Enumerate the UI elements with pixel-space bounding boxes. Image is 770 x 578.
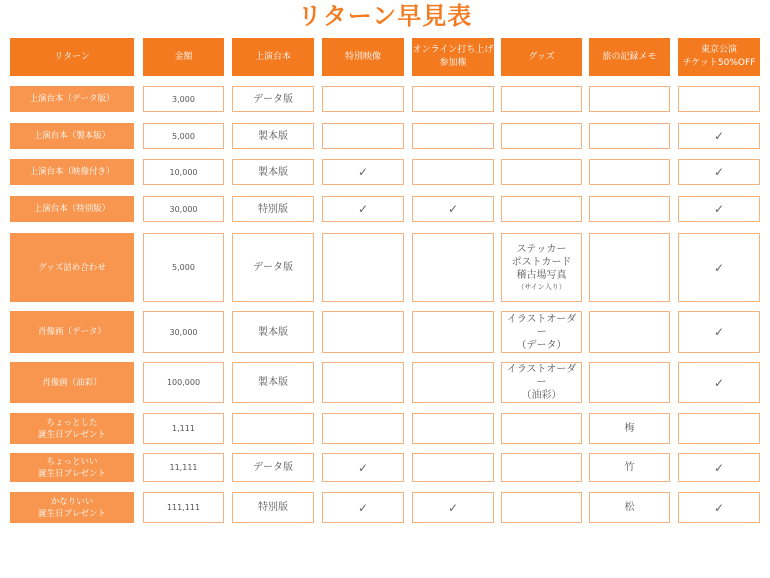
script-cell (232, 233, 314, 302)
amount-cell (143, 159, 224, 185)
header-text: グッズ (528, 51, 555, 62)
return-label (10, 196, 134, 222)
header-text-line: チケット50%OFF (682, 58, 756, 68)
header-text-line: 東京公演 (700, 45, 737, 55)
travel-memo-cell (589, 362, 670, 403)
script-type: 製本版 (258, 377, 288, 388)
goods-item: （油彩） (521, 390, 562, 401)
online-party-cell (412, 453, 494, 482)
script-type: データ版 (253, 262, 293, 273)
goods-item: イラストオーダー (506, 313, 577, 338)
header-text: 旅の記録メモ (602, 51, 657, 62)
check-mark: ✓ (713, 325, 725, 339)
check-mark: ✓ (357, 500, 369, 515)
header-text-line: オンライン打ち上げ (412, 45, 494, 55)
goods-item: ポストカード (511, 257, 572, 268)
online-party-cell (412, 123, 494, 149)
special-video-cell (322, 123, 404, 149)
online-party-cell (412, 159, 494, 185)
return-label (10, 123, 134, 149)
script-type: 特別版 (258, 203, 288, 215)
travel-memo-cell (589, 233, 670, 302)
amount-cell (143, 492, 224, 523)
tokyo-ticket-cell (678, 159, 760, 185)
return-label (10, 362, 134, 403)
amount-cell (143, 413, 224, 444)
return-label (10, 233, 134, 302)
special-video-cell (322, 159, 404, 185)
amount-value: 30,000 (169, 327, 198, 337)
special-video-cell (322, 196, 404, 222)
amount-cell (143, 86, 224, 112)
check-mark: ✓ (447, 500, 459, 515)
tokyo-ticket-cell (678, 196, 760, 222)
header-return (10, 38, 134, 76)
script-cell (232, 311, 314, 353)
header-script (232, 38, 314, 76)
header-text: リターン (54, 51, 90, 62)
special-video-cell (322, 492, 404, 523)
script-cell (232, 159, 314, 185)
header-special-video (322, 38, 404, 76)
return-label-line: 上演台本（データ版） (29, 94, 115, 104)
tokyo-ticket-cell (678, 413, 760, 444)
travel-memo-cell (589, 492, 670, 523)
return-label-line: 誕生日プレゼント (38, 508, 106, 519)
return-label-line: ちょっとした (46, 417, 98, 428)
header-travel-memo (589, 38, 670, 76)
amount-cell (143, 123, 224, 149)
script-type: 製本版 (258, 326, 288, 338)
amount-cell (143, 362, 224, 403)
goods-cell (501, 362, 582, 403)
script-type: 製本版 (258, 130, 288, 142)
memo-grade: 松 (624, 502, 635, 513)
online-party-cell (412, 233, 494, 302)
check-mark: ✓ (713, 375, 725, 390)
script-cell (232, 413, 314, 444)
goods-item: 稽古場写真 (516, 270, 567, 281)
return-label (10, 492, 134, 523)
check-mark: ✓ (713, 202, 725, 216)
online-party-cell (412, 86, 494, 112)
online-party-cell (412, 492, 494, 523)
goods-cell (501, 196, 582, 222)
header-goods (501, 38, 582, 76)
amount-value: 10,000 (169, 167, 198, 177)
goods-cell (501, 86, 582, 112)
check-mark: ✓ (713, 460, 725, 475)
header-text: 金額 (174, 51, 193, 62)
amount-value: 100,000 (166, 378, 201, 387)
check-mark: ✓ (713, 260, 725, 275)
amount-value: 30,000 (169, 204, 198, 214)
memo-grade: 梅 (624, 423, 635, 434)
script-cell (232, 362, 314, 403)
script-type: 製本版 (258, 166, 288, 178)
online-party-cell (412, 362, 494, 403)
tokyo-ticket-cell (678, 362, 760, 403)
return-label-line: 肖像画（油彩） (42, 377, 102, 388)
script-type: データ版 (253, 462, 293, 473)
return-label (10, 86, 134, 112)
return-label (10, 413, 134, 444)
return-label-line: 上演台本（特別版） (33, 204, 111, 214)
header-text: 特別映像 (344, 51, 381, 62)
return-label-line: 誕生日プレゼント (38, 468, 106, 479)
return-label-line: グッズ詰め合わせ (38, 262, 106, 273)
goods-cell (501, 159, 582, 185)
online-party-cell (412, 196, 494, 222)
return-label (10, 453, 134, 482)
check-mark: ✓ (713, 500, 725, 515)
special-video-cell (322, 362, 404, 403)
travel-memo-cell (589, 86, 670, 112)
online-party-cell (412, 413, 494, 444)
return-label (10, 159, 134, 185)
page-title: リターン早見表 (297, 2, 473, 30)
goods-cell (501, 413, 582, 444)
goods-item: イラストオーダー (506, 364, 577, 388)
return-label-line: ちょっといい (46, 456, 98, 467)
special-video-cell (322, 233, 404, 302)
special-video-cell (322, 413, 404, 444)
special-video-cell (322, 453, 404, 482)
return-label-line: 上演台本（映像付き） (29, 167, 115, 177)
goods-item: （データ） (516, 339, 567, 351)
travel-memo-cell (589, 123, 670, 149)
amount-cell (143, 311, 224, 353)
return-label (10, 311, 134, 353)
amount-value: 111,111 (166, 503, 201, 512)
travel-memo-cell (589, 196, 670, 222)
goods-note: （サイン入り） (517, 283, 566, 291)
goods-item: ステッカー (516, 244, 567, 255)
script-cell (232, 123, 314, 149)
tokyo-ticket-cell (678, 453, 760, 482)
script-cell (232, 492, 314, 523)
script-type: データ版 (253, 93, 293, 105)
amount-cell (143, 196, 224, 222)
memo-grade: 竹 (624, 462, 635, 473)
return-label-line: 肖像画（データ） (37, 327, 106, 337)
script-cell (232, 453, 314, 482)
check-mark: ✓ (713, 165, 725, 179)
tokyo-ticket-cell (678, 123, 760, 149)
script-cell (232, 86, 314, 112)
tokyo-ticket-cell (678, 492, 760, 523)
goods-cell (501, 453, 582, 482)
check-mark: ✓ (357, 460, 369, 475)
special-video-cell (322, 86, 404, 112)
travel-memo-cell (589, 413, 670, 444)
goods-cell (501, 492, 582, 523)
amount-cell (143, 453, 224, 482)
header-tokyo (678, 38, 760, 76)
goods-cell (501, 233, 582, 302)
script-type: 特別版 (258, 502, 288, 513)
tokyo-ticket-cell (678, 233, 760, 302)
check-mark: ✓ (357, 202, 369, 216)
amount-value: 11,111 (169, 463, 198, 472)
check-mark: ✓ (357, 165, 369, 179)
amount-value: 5,000 (172, 131, 195, 141)
header-text-line: 参加権 (439, 58, 467, 68)
return-label-line: 上演台本（製本版） (33, 131, 111, 141)
goods-cell (501, 123, 582, 149)
check-mark: ✓ (447, 202, 459, 216)
tokyo-ticket-cell (678, 311, 760, 353)
header-amount (143, 38, 224, 76)
online-party-cell (412, 311, 494, 353)
script-cell (232, 196, 314, 222)
tokyo-ticket-cell (678, 86, 760, 112)
check-mark: ✓ (713, 129, 725, 143)
return-label-line: 誕生日プレゼント (38, 429, 106, 440)
travel-memo-cell (589, 159, 670, 185)
amount-value: 5,000 (172, 263, 195, 272)
special-video-cell (322, 311, 404, 353)
return-label-line: かなりいい (50, 496, 94, 507)
amount-value: 3,000 (172, 94, 195, 104)
travel-memo-cell (589, 311, 670, 353)
header-online-party (412, 38, 494, 76)
amount-value: 1,111 (172, 424, 195, 433)
goods-cell (501, 311, 582, 353)
travel-memo-cell (589, 453, 670, 482)
header-text: 上演台本 (254, 51, 291, 62)
amount-cell (143, 233, 224, 302)
